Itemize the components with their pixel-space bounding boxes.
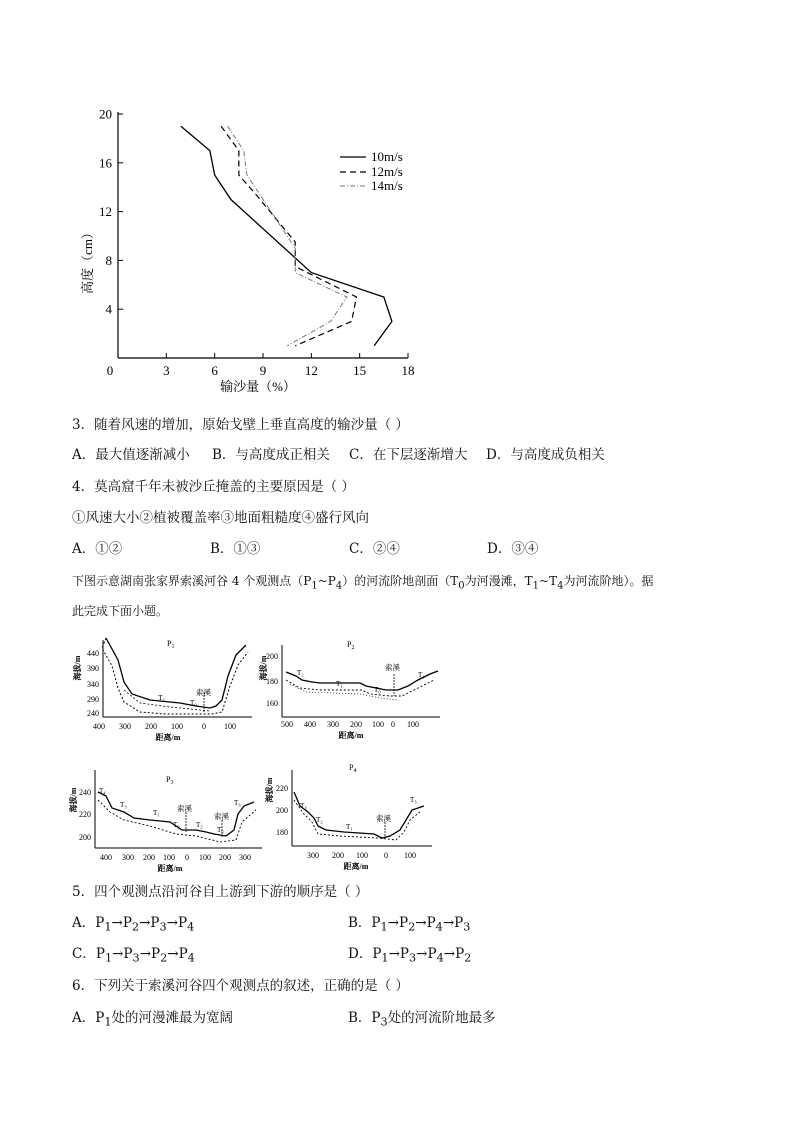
y-tick-label: 4 [105, 301, 112, 317]
p4-bedrock-hatch [294, 800, 420, 840]
p1-ytick: 340 [87, 680, 99, 689]
p3-xtick: 100 [163, 853, 175, 862]
p2-xtick: 0 [391, 720, 395, 729]
p3-terrace-label: T₃ [120, 801, 127, 809]
q4-option-d[interactable]: D．③④ [487, 541, 539, 557]
q5-option-c[interactable]: C．$P_1\to P_3\to P_2\to P_4$ [72, 946, 195, 965]
q4-option-b[interactable]: B．①③ [210, 541, 261, 557]
p4-ylabel: 海拔/m [265, 777, 274, 803]
panel-p3 [68, 770, 262, 873]
p3-xtick: 300 [122, 853, 134, 862]
q4-option-a[interactable]: A．①② [72, 541, 123, 557]
p3-ytick: 240 [79, 788, 91, 797]
p3-terrace-label: T₀ [173, 821, 180, 829]
p2-xtick: 500 [281, 720, 293, 729]
p3-ytick: 200 [79, 833, 91, 842]
q5-stem: 5．四个观测点沿河谷自上游到下游的顺序是（ ） [72, 884, 369, 900]
p2-xtick: 100 [372, 720, 384, 729]
p1-ytick: 290 [87, 695, 99, 704]
p3-ytick: 220 [79, 810, 91, 819]
legend-label-14: 14m/s [371, 178, 403, 193]
p1-ytick: 390 [87, 664, 99, 673]
panel-p2 [258, 640, 440, 740]
q5-option-d[interactable]: D．$P_1\to P_3\to P_4\to P_2$ [348, 946, 472, 965]
p3-xtick: 400 [100, 853, 112, 862]
y-tick-label: 8 [105, 252, 112, 268]
q4-options [72, 540, 538, 558]
panel-p1 [72, 638, 252, 742]
x-tick-label: 9 [259, 363, 267, 378]
p3-xtick: 100 [199, 853, 211, 862]
q4-factors: ①风速大小②植被覆盖率③地面粗糙度④盛行风向 [72, 510, 369, 526]
p3-terrace-label: T₄ [99, 787, 106, 795]
p2-title: $P_2$ [347, 640, 355, 651]
p1-xtick: 400 [93, 722, 105, 731]
p3-terrace-label: T₁ [153, 809, 160, 817]
p4-terrace-label: T₁ [346, 823, 353, 831]
p3-river-label: 索溪 [177, 804, 192, 813]
x-tick-label: 6 [211, 363, 218, 378]
p2-river-label: 索溪 [385, 663, 400, 672]
q6-stem: 6．下列关于索溪河谷四个观测点的叙述，正确的是（ ） [72, 978, 409, 994]
p2-terrace-label: T₀ [374, 686, 381, 694]
q3-stem: 3．随着风速的增加，原始戈壁上垂直高度的输沙量（ ） [72, 417, 409, 433]
p4-xlabel: 距离/m [343, 862, 369, 871]
p1-xlabel: 距离/m [155, 733, 181, 742]
p3-river2-label: 索溪 [214, 812, 229, 821]
p4-river-label: 索溪 [376, 814, 391, 823]
q3-option-d[interactable]: D．与高度成负相关 [486, 447, 605, 463]
q6-option-b[interactable]: B．$P_3$处的河流阶地最多 [348, 1010, 496, 1029]
panel-p4 [264, 763, 432, 871]
q4-option-c[interactable]: C．②④ [349, 541, 400, 557]
p4-xtick: 0 [384, 851, 388, 860]
p1-ylabel: 海拔/m [73, 655, 82, 681]
p2-profile-line [286, 671, 438, 690]
p4-xtick: 200 [332, 851, 344, 860]
p1-ytick: 440 [87, 649, 99, 658]
x-tick-label: 3 [163, 363, 170, 378]
p3-xlabel: 距离/m [157, 864, 183, 873]
p4-terrace-label: T₂ [316, 816, 323, 824]
p2-xtick: 100 [407, 720, 419, 729]
y-tick-label: 16 [99, 155, 112, 171]
series-line-14m-s [228, 126, 347, 346]
p2-ytick: 160 [266, 699, 278, 708]
y-tick-label: 20 [99, 106, 112, 122]
p3-xtick: 0 [185, 853, 189, 862]
x-tick-label: 18 [401, 363, 415, 378]
p2-xlabel: 距离/m [338, 731, 364, 740]
legend-label-10: 10m/s [371, 149, 403, 164]
q5-option-b[interactable]: B．$P_1\to P_2\to P_4\to P_3$ [348, 915, 471, 934]
p2-terrace-label: T₁ [418, 671, 425, 679]
p3-title: $P_3$ [166, 775, 174, 786]
q3-option-a[interactable]: A．最大值逐渐减小 [72, 447, 190, 463]
p4-xtick: 100 [356, 851, 368, 860]
p1-terrace-label: T₀ [190, 699, 197, 707]
p2-sediment-layer [290, 684, 398, 700]
p4-ytick: 200 [276, 806, 288, 815]
x-axis-title: 输沙量（%） [220, 379, 296, 394]
legend-label-12: 12m/s [371, 164, 403, 179]
q4-stem: 4．莫高窟千年未被沙丘掩盖的主要原因是（ ） [72, 479, 355, 495]
p2-xtick: 200 [350, 720, 362, 729]
x-tick-label: 12 [304, 363, 318, 378]
p3-terrace-label: T₃ [234, 799, 241, 807]
p1-profile-line [106, 638, 246, 708]
y-axis-title: 高度（cm） [80, 226, 95, 294]
p2-ytick: 180 [266, 677, 278, 686]
sand-transport-chart [80, 107, 415, 395]
p4-ytick: 180 [276, 828, 288, 837]
p2-xtick: 300 [327, 720, 339, 729]
p1-xtick: 100 [171, 722, 183, 731]
p4-ytick: 220 [276, 784, 288, 793]
p4-terrace-label: T₃ [300, 802, 307, 810]
p3-terrace-label: T₀ [217, 826, 224, 834]
p2-terrace-label: T₂ [297, 669, 304, 677]
p1-ytick: 240 [87, 709, 99, 718]
terrace-profiles [68, 638, 440, 873]
p3-terrace-label: T₂ [196, 821, 203, 829]
intro-line-1: 下图示意湖南张家界索溪河谷 4 个观测点$(P_1\sim P_4)$的河流阶地剖面（$T_0$为河漫滩，$T_1\sim T_4$为河流阶地）。据 [72, 574, 654, 592]
p1-title: $P_1$ [167, 639, 175, 650]
x-tick-label: 15 [353, 363, 367, 378]
p2-ylabel: 海拔/m [259, 655, 268, 681]
p3-ylabel: 海拔/m [69, 787, 78, 813]
q3-options [72, 446, 605, 464]
p2-xtick: 400 [304, 720, 316, 729]
p3-xtick: 200 [143, 853, 155, 862]
intro-line-2: 此完成下面小题。 [72, 604, 169, 618]
x-tick-label: 0 [106, 363, 114, 378]
p4-xtick: 300 [307, 851, 319, 860]
p1-xtick: 0 [202, 722, 206, 731]
p1-xtick: 300 [119, 722, 131, 731]
q6-option-a[interactable]: A．$P_1$处的河漫滩最为宽阔 [72, 1010, 234, 1029]
p1-terrace-label: T₁ [158, 693, 166, 702]
series-line-10m-s [181, 126, 392, 346]
p3-profile-line [98, 792, 254, 836]
p3-xtick: 200 [219, 853, 231, 862]
p1-xtick: 200 [145, 722, 157, 731]
q3-option-c[interactable]: C．在下层逐渐增大 [349, 447, 468, 463]
p4-xtick: 100 [404, 851, 416, 860]
p4-terrace-label: T₃ [410, 796, 417, 804]
p2-ytick: 200 [266, 652, 278, 661]
y-tick-label: 12 [99, 204, 112, 220]
p3-xtick: 300 [239, 853, 251, 862]
p1-river-label: 索溪 [196, 688, 211, 697]
p2-terrace-label: T₁ [336, 680, 343, 688]
p4-title: $P_4$ [349, 763, 357, 774]
q5-option-a[interactable]: A．$P_1\to P_2\to P_3\to P_4$ [72, 915, 195, 934]
p1-xtick: 100 [224, 722, 236, 731]
q3-option-b[interactable]: B．与高度成正相关 [212, 447, 330, 463]
